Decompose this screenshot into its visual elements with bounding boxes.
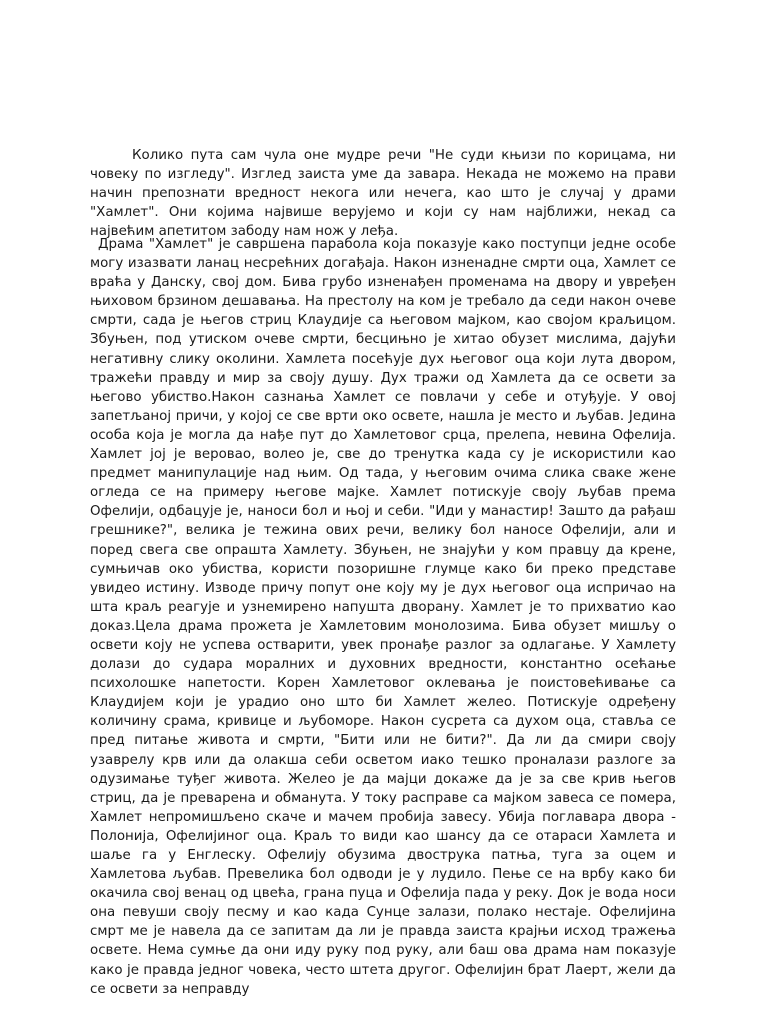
paragraph-intro: Колико пута сам чула оне мудре речи "Не суди књизи по корицама, ни човеку по изгледу". Изглед заиста уме да завара. Некада не можемо на прави начин препознати вредност некога или нечега, као што је случај у драми "Хамлет". Они којима највише верујемо и који су нам најближи, некад са највећим апетитом забоду нам нож у леђа. [90,148,676,240]
paragraph-body: Драма "Хамлет" је савршена парабола која показује како поступци једне особе могу изазвати ланац несрећних догађаја. Након изненадне смрти оца, Хамлет се враћа у Данску, свој дом. Бива грубо изненађен променама на двору и увређен њиховом брзином дешавања. На престолу на ком је требало да седи након очеве смрти, сада је његов стриц Клаудије са његовом мајком, као својом краљицом. Збуњен, под утиском очеве смрти, бесцињно је хитао обузет мислима, дајући негативну слику околини. Хамлета посећује дух његовог оца који лута двором, тражећи правду и мир за своју душу. Дух тражи од Хамлета да се освети за његово убиство.Након сазнања Хамлет се повлачи у себе и отуђује. У овој запетљаној причи, у којој се све врти око освете, нашла је место и љубав. Једина особа која је могла да нађе пут до Хамлетовог срца, прелепа, невина Офелија. Хамлет јој је веровао, волео је, све до тренутка када су је искористили као предмет манипулације над њим. Од тада, у његовим очима слика сваке жене огледа се на примеру његове мајке. Хамлет потискује своју љубав према Офелији, одбацује је, наноси бол и њој и себи. "Иди у манастир! Зашто да рађаш грешнике?", велика је тежина ових речи, велику бол наносе Офелији, али и поред свега све опрашта Хамлету. Збуњен, не знајући у ком правцу да крене, сумњичав око убиства, користи позоришне глумце како би преко представе увидео истину. Изводе причу попут оне коју му је дух његовог оца испричао на шта краљ реагује и узнемирено напушта дворану. Хамлет је то прихватио као доказ.Цела драма прожета је Хамлетовим монолозима. Бива обузет мишљу о освети коју не успева остварити, увек пронађе разлог за одлагање. У Хамлету долази до судара моралних и духовних вредности, константно осећање психолошке напетости. Корен Хамлетовог оклевања је поистовећивање са Клаудијем који је урадио оно што би Хамлет желео. Потискује одређену количину срама, кривице и љубоморе. Након сусрета са духом оца, ставља се пред питање живота и смрти, "Бити или не бити?". Да ли да смири своју узаврелу крв или да олакша себи осветом иако тешко проналази разлоге за одузимање туђег живота. Желео је да мајци докаже да је за све крив његов стриц, да је преварена и обманута. У току расправе са мајком завеса се помера, Хамлет непромишљено скаче и мачем пробија завесу. Убија поглавара двора - Полонија, Офелијиног оца. Краљ то види као шансу да се отараси Хамлета и шаље га у Енглеску. Офелију обузима двострука патња, туга за оцем и Хамлетова љубав. Превелика бол одводи је у лудило. Пење се на врбу како би окачила свој венац од цвећа, грана пуца и Офелија пада у реку. Док је вода носи она певуши своју песму и као када Сунце залази, полако нестаје. Офелијина смрт ме је навела да се запитам да ли је правда заиста крајњи исход тражења освете. Нема сумње да они иду руку под руку, али баш ова драма нам показује како је правда једног човека, често штета другог. Офелијин брат Лаерт, жели да се освети за неправду [90,237,676,997]
